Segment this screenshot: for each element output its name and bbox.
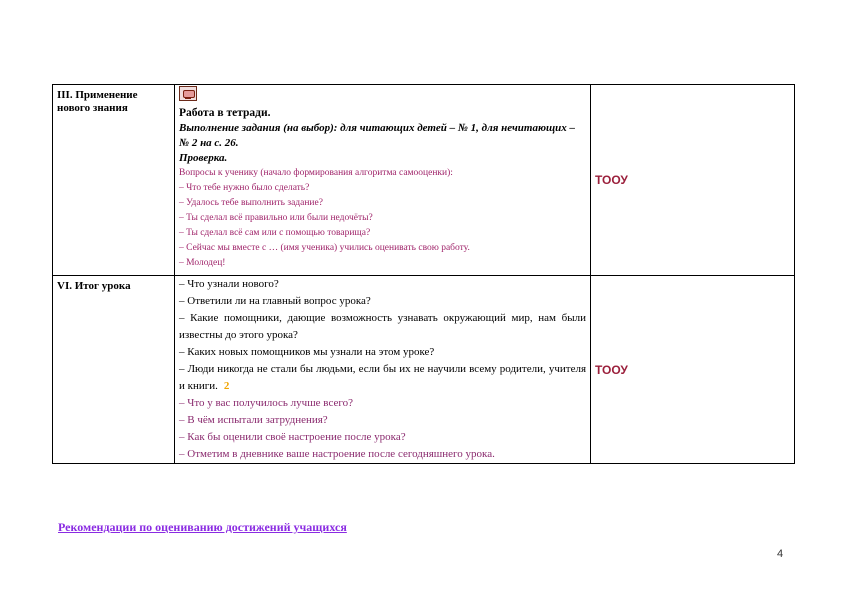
reflection-question: – Что у вас получилось лучше всего?: [179, 397, 353, 409]
reflection-question: – Как бы оценили своё настроение после урока?: [179, 431, 406, 443]
lesson-table: [52, 84, 795, 464]
number-marker: 2: [223, 380, 230, 392]
question-line: Вопросы к ученику (начало формирования алгоритма самооценки):: [179, 168, 453, 178]
summary-question: – Ответили ли на главный вопрос урока?: [179, 295, 371, 307]
summary-question: – Что узнали нового?: [179, 278, 279, 290]
summary-question: – Какие помощники, дающие возможность узнавать окружающий мир, нам были известны до этого урока?: [179, 312, 586, 341]
content-cell: [175, 276, 591, 464]
org-cell: [591, 276, 795, 464]
question-line: – Что тебе нужно было сделать?: [179, 183, 310, 193]
summary-question: [179, 361, 586, 395]
task-description: Выполнение задания (на выбор): для читающих детей – № 1, для нечитающих – № 2 на с. 26.: [179, 122, 575, 149]
stage-title: VI. Итог урока: [57, 280, 131, 292]
org-form-label: ТООУ: [595, 173, 628, 187]
page-number: 4: [777, 548, 784, 560]
summary-question-text: – Люди никогда не стали бы людьми, если бы их не научили всему родители, учителя и книги.: [179, 363, 586, 392]
stage-cell: [53, 85, 175, 276]
summary-question: – Каких новых помощников мы узнали на этом уроке?: [179, 346, 435, 358]
content-cell: [175, 85, 591, 276]
question-line: – Удалось тебе выполнить задание?: [179, 198, 323, 208]
reflection-question: – Отметим в дневнике ваше настроение после сегодняшнего урока.: [179, 448, 495, 460]
org-form-label: ТООУ: [595, 362, 628, 377]
task-heading: Работа в тетради.: [179, 107, 271, 119]
table-row: [53, 85, 795, 276]
stage-title: III. Применение нового знания: [57, 89, 138, 114]
question-line: – Молодец!: [179, 258, 226, 268]
stage-cell: [53, 276, 175, 464]
reflection-question: – В чём испытали затруднения?: [179, 414, 328, 426]
table-row: [53, 276, 795, 464]
question-line: – Ты сделал всё сам или с помощью товарища?: [179, 228, 371, 238]
check-label: Проверка.: [179, 152, 228, 164]
question-line: – Ты сделал всё правильно или были недочёты?: [179, 213, 373, 223]
recommendations-heading: Рекомендации по оцениванию достижений учащихся: [58, 520, 347, 534]
org-cell: [591, 85, 795, 276]
book-icon: [179, 86, 197, 101]
question-line: – Сейчас мы вместе с … (имя ученика) учились оценивать свою работу.: [179, 243, 470, 253]
